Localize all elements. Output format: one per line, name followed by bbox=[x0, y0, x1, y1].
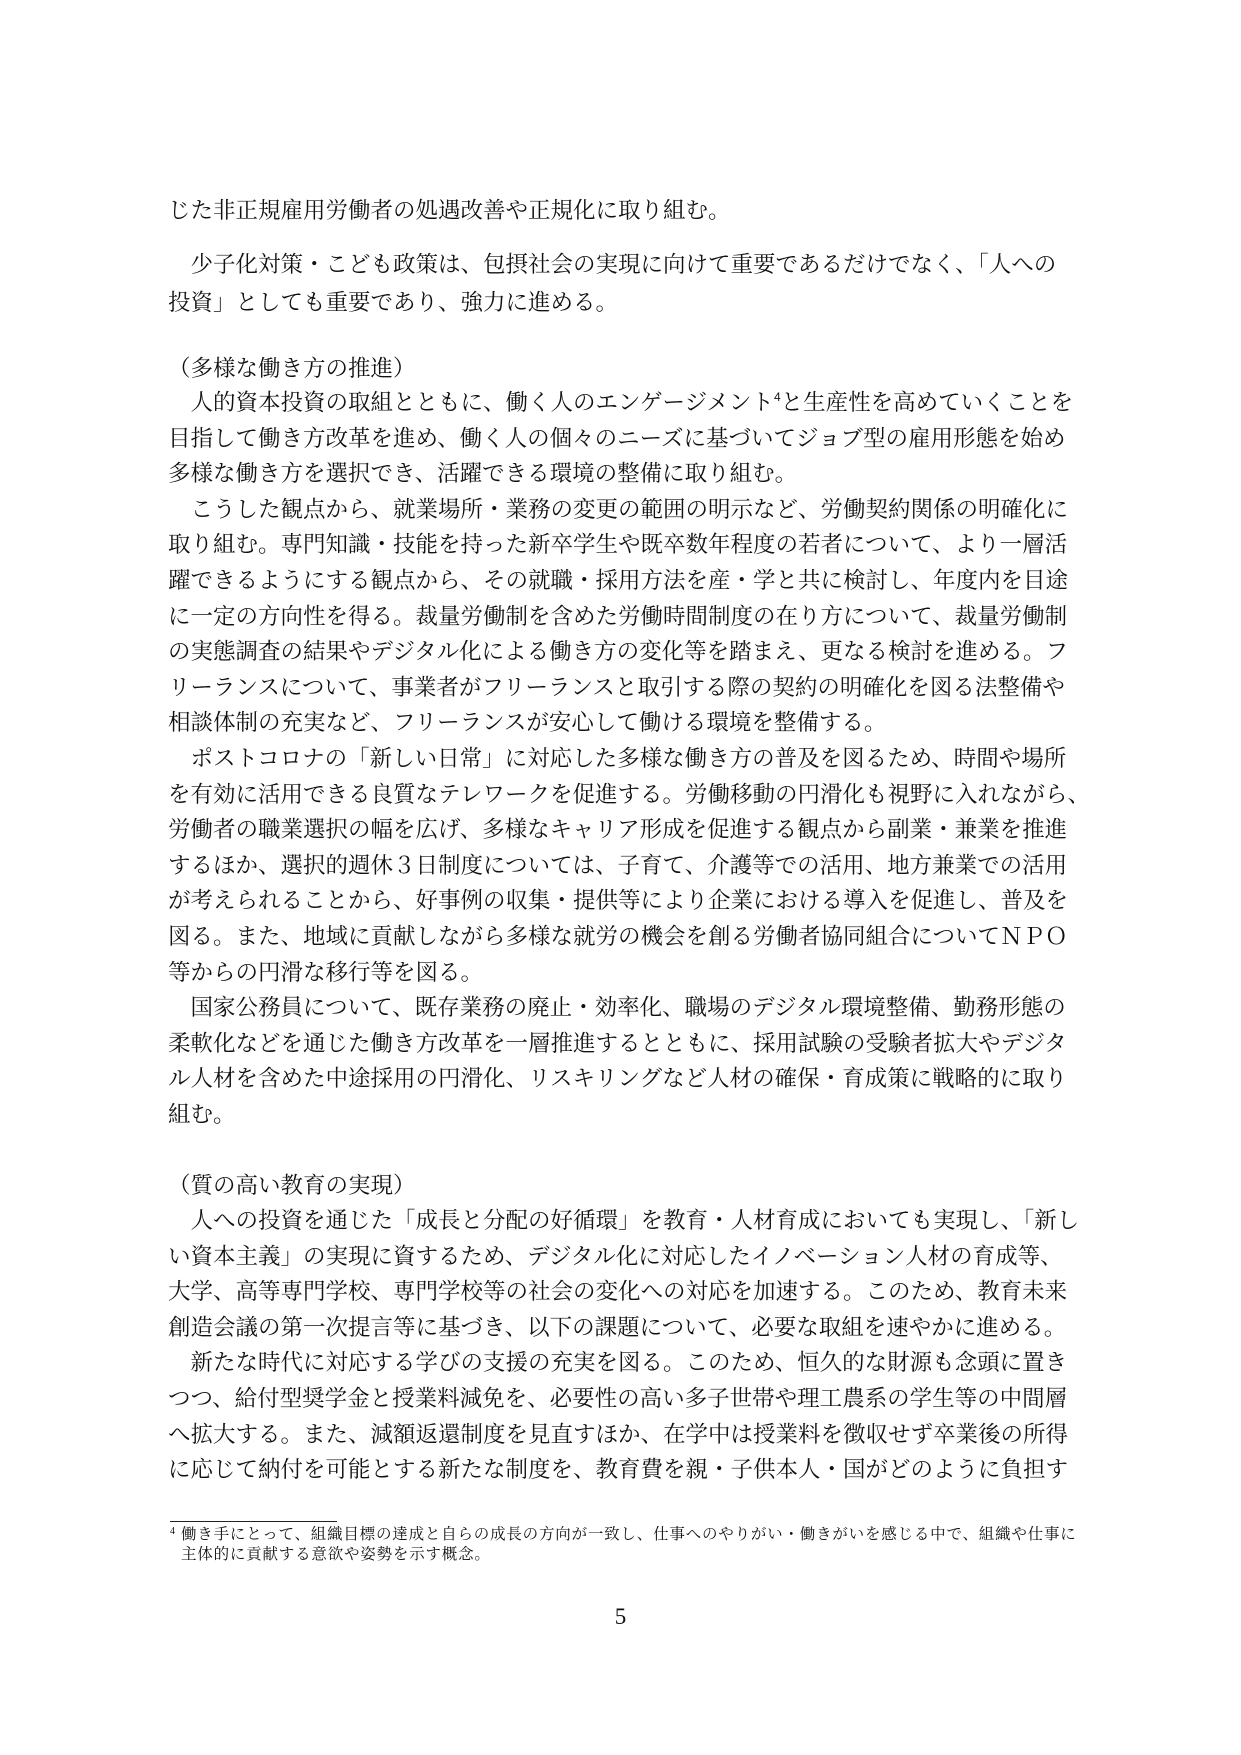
text-line: に一定の方向性を得る。裁量労働制を含めた労働時間制度の在り方について、裁量労働制 bbox=[168, 603, 1068, 629]
text-line: ル人材を含めた中途採用の円滑化、リスキリングなど人材の確保・育成策に戦略的に取り bbox=[168, 1066, 1068, 1092]
text-line: じた非正規雇用労働者の処遇改善や正規化に取り組む。 bbox=[168, 198, 731, 223]
text-line: 投資」としても重要であり、強力に進める。 bbox=[168, 290, 619, 315]
text-line: 相談体制の充実など、フリーランスが安心して働ける環境を整備する。 bbox=[168, 710, 887, 736]
section-education bbox=[168, 1168, 1098, 1488]
text-line: 組む。 bbox=[168, 1101, 236, 1127]
text-line: 新たな時代に対応する学びの支援の充実を図る。このため、恒久的な財源も念頭に置き bbox=[168, 1350, 1068, 1376]
text-line: つつ、給付型奨学金と授業料減免を、必要性の高い多子世帯や理工農系の学生等の中間層 bbox=[168, 1385, 1068, 1411]
text-line bbox=[168, 385, 1098, 421]
text-line: 図る。また、地域に貢献しながら多様な就労の機会を創る労働者協同組合についてＮＰＯ bbox=[168, 923, 1068, 949]
text-line: 目指して働き方改革を進め、働く人の個々のニーズに基づいてジョブ型の雇用形態を始め bbox=[168, 425, 1066, 451]
section-work-styles bbox=[168, 353, 1098, 1132]
paragraph bbox=[168, 1345, 1098, 1487]
text-line: 柔軟化などを通じた働き方改革を一層推進するとともに、採用試験の受験者拡大やデジタ bbox=[168, 1030, 1067, 1056]
footnote bbox=[170, 1525, 1090, 1564]
paragraph bbox=[168, 492, 1098, 741]
text-line: 大学、高等専門学校、専門学校等の社会の変化への対応を加速する。このため、教育未来 bbox=[168, 1279, 1068, 1305]
footnote-rule bbox=[170, 1521, 337, 1522]
text-line: が考えられることから、好事例の収集・提供等により企業における導入を促進し、普及を bbox=[168, 888, 1069, 914]
text-line: の実態調査の結果やデジタル化による働き方の変化等を踏まえ、更なる検討を進める。フ bbox=[168, 639, 1069, 665]
text-line: 少子化対策・こども政策は、包摂社会の実現に向けて重要であるだけでなく、「人への bbox=[168, 252, 1057, 277]
text-line: 等からの円滑な移行等を図る。 bbox=[168, 959, 484, 985]
text-segment: と生産性を高めていくことを bbox=[780, 390, 1074, 415]
text-line: 国家公務員について、既存業務の廃止・効率化、職場のデジタル環境整備、勤務形態の bbox=[168, 995, 1066, 1021]
text-line: 創造会議の第一次提言等に基づき、以下の課題について、必要な取組を速やかに進める。 bbox=[168, 1314, 1067, 1340]
paragraph bbox=[168, 741, 1098, 990]
text-segment: 人的資本投資の取組とともに、働く人のエンゲージメント bbox=[168, 390, 774, 415]
footnote-line: 主体的に貢献する意欲や姿勢を示す概念。 bbox=[181, 1545, 491, 1563]
text-line: こうした観点から、就業場所・業務の変更の範囲の明示など、労働契約関係の明確化に bbox=[168, 496, 1069, 522]
text-line: へ拡大する。また、減額返還制度を見直すほか、在学中は授業料を徴収せず卒業後の所得 bbox=[168, 1421, 1069, 1447]
text-line: い資本主義」の実現に資するため、デジタル化に対応したイノベーション人材の育成等、 bbox=[168, 1243, 1063, 1269]
section-heading: （多様な働き方の推進） bbox=[168, 356, 416, 381]
footnote-reference: 4 bbox=[773, 390, 781, 404]
paragraph bbox=[168, 385, 1098, 492]
text-line: を有効に活用できる良質なテレワークを促進する。労働移動の円滑化も視野に入れながら、 bbox=[168, 781, 1091, 807]
text-line: リーランスについて、事業者がフリーランスと取引する際の契約の明確化を図る法整備や bbox=[168, 674, 1065, 700]
paragraph bbox=[168, 193, 1098, 229]
text-line: 躍できるようにする観点から、その就職・採用方法を産・学と共に検討し、年度内を目途 bbox=[168, 567, 1069, 593]
text-line: 労働者の職業選択の幅を広げ、多様なキャリア形成を促進する観点から副業・兼業を推進 bbox=[168, 817, 1068, 843]
footnote-marker: 4 bbox=[170, 1526, 175, 1537]
text-line: するほか、選択的週休３日制度については、子育て、介護等での活用、地方兼業での活用 bbox=[168, 852, 1068, 878]
section-heading: （質の高い教育の実現） bbox=[168, 1173, 416, 1198]
text-line: に応じて納付を可能とする新たな制度を、教育費を親・子供本人・国がどのように負担す bbox=[168, 1457, 1069, 1483]
text-line: 取り組む。専門知識・技能を持った新卒学生や既卒数年程度の若者について、より一層活 bbox=[168, 532, 1068, 558]
paragraph bbox=[168, 990, 1098, 1132]
paragraph bbox=[168, 246, 1098, 322]
footnote-line: 働き手にとって、組織目標の達成と自らの成長の方向が一致し、仕事へのやりがい・働きがいを感じる中で、組織や仕事に bbox=[181, 1526, 1077, 1543]
text-line: ポストコロナの「新しい日常」に対応した多様な働き方の普及を図るため、時間や場所 bbox=[168, 745, 1067, 771]
text-line: 多様な働き方を選択でき、活躍できる環境の整備に取り組む。 bbox=[168, 461, 798, 487]
text-line: 人への投資を通じた「成長と分配の好循環」を教育・人材育成においても実現し、「新し bbox=[168, 1208, 1080, 1233]
paragraph bbox=[168, 1203, 1098, 1345]
page-number: 5 bbox=[614, 1604, 627, 1629]
